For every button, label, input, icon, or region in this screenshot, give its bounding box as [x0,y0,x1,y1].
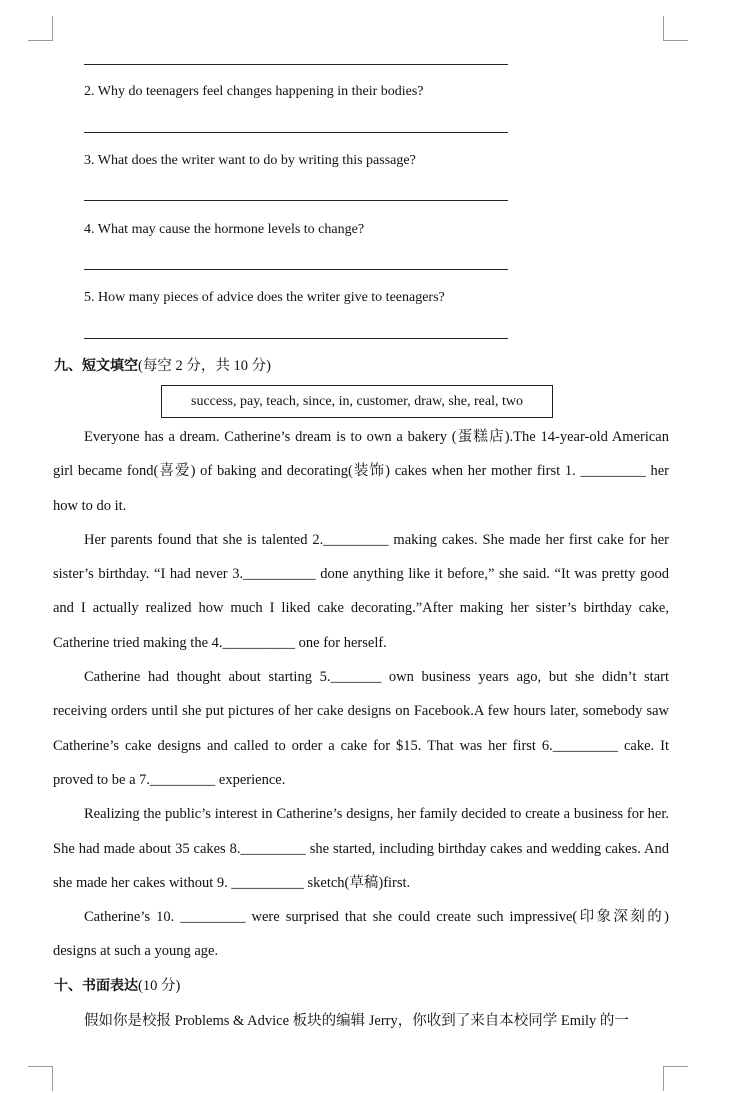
section-10-heading [54,976,180,996]
passage-paragraph-5: Catherine’s 10. _________ were surprised that she could create such impressive(印象深刻的) designs at such a young age. [53,909,669,960]
section-9-number: 九、 [54,358,82,374]
answer-line-3[interactable] [84,200,508,201]
question-3: 3. What does the writer want to do by writing this passage? [84,153,416,168]
passage-paragraph-1: Everyone has a dream. Catherine’s dream is to own a bakery (蛋糕店).The 14-year-old American girl became fond(喜爱) of baking and decorating(装饰) cakes when her mother first 1. _________ her how to do it. [53,429,669,514]
question-4: 4. What may cause the hormone levels to change? [84,222,365,237]
answer-line-2[interactable] [84,132,508,133]
passage-paragraph-2: Her parents found that she is talented 2._________ making cakes. She made her first cake for her sister’s birthday. “I had never 3.__________ done anything like it before,” she said. “It was pretty good and I actually realized how much I liked cake decorating.”After making her sister’s birthday cake, Catherine tried making the 4.__________ one for herself. [53,531,669,651]
question-2: 2. Why do teenagers feel changes happening in their bodies? [84,84,424,99]
section-9-note: (每空 2 分，共 10 分) [138,358,271,374]
cloze-passage [53,420,669,969]
section-10-note: (10 分) [138,978,181,994]
answer-line-5[interactable] [84,338,508,339]
crop-mark-top-left [28,16,53,41]
question-5: 5. How many pieces of advice does the writer give to teenagers? [84,290,445,305]
crop-mark-bottom-left [28,1066,53,1091]
crop-mark-bottom-right [663,1066,688,1091]
section-10-title: 书面表达 [82,978,138,994]
section-10-number: 十、 [54,978,82,994]
section-9-heading [54,356,271,376]
writing-prompt-intro: 假如你是校报 Problems & Advice 板块的编辑 Jerry，你收到了来自本校同学 Emily 的一 [84,1013,629,1029]
answer-line-4[interactable] [84,269,508,270]
crop-mark-top-right [663,16,688,41]
word-bank-box: success, pay, teach, since, in, customer, draw, she, real, two [161,385,553,418]
passage-paragraph-4: Realizing the public’s interest in Catherine’s designs, her family decided to create a business for her. She had made about 35 cakes 8._________ she started, including birthday cakes and wedding cakes. And she made her cakes without 9. __________ sketch(草稿)first. [53,806,669,891]
section-9-title: 短文填空 [82,358,138,374]
answer-line-1[interactable] [84,64,508,65]
passage-paragraph-3: Catherine had thought about starting 5._______ own business years ago, but she didn’t start receiving orders until she put pictures of her cake designs on Facebook.A few hours later, somebody saw Catherine’s cake designs and called to order a cake for $15. That was her first 6._________ cake. It proved to be a 7._________ experience. [53,669,669,788]
